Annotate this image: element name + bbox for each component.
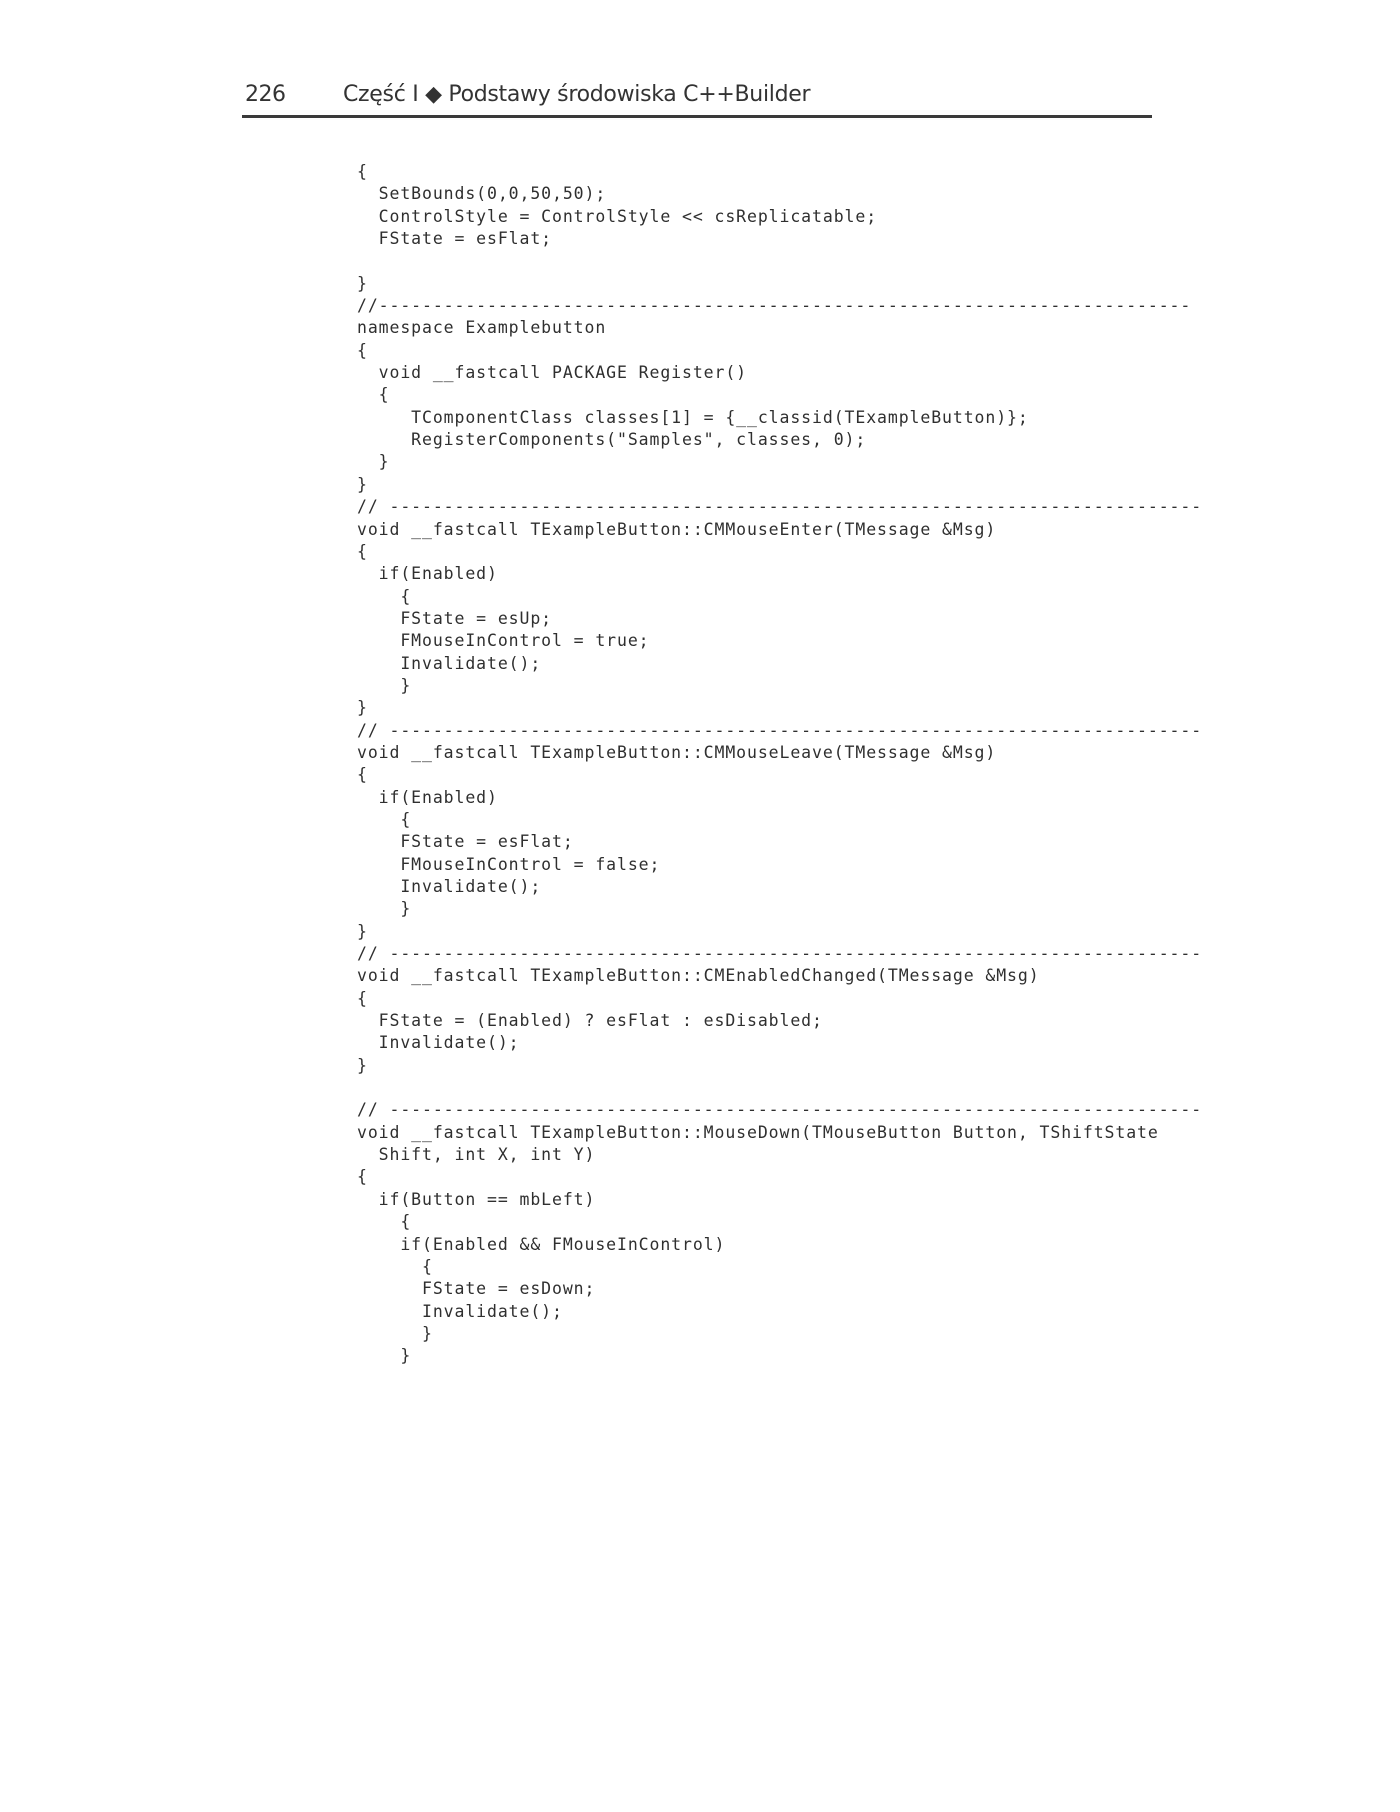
code-line: if(Enabled) <box>357 787 498 807</box>
page-number: 226 <box>245 82 286 107</box>
code-line: FState = esDown; <box>357 1279 596 1299</box>
code-line: Invalidate(); <box>357 653 542 673</box>
code-line: //--------------------------------------------------------------------------- <box>357 296 1192 316</box>
code-line: } <box>357 675 412 695</box>
running-head: Część I ◆ Podstawy środowiska C++Builder <box>343 82 811 107</box>
code-line: Invalidate(); <box>357 1301 563 1321</box>
code-line: { <box>357 988 368 1008</box>
code-line: void __fastcall TExampleButton::CMMouseEnter(TMessage &Msg) <box>357 519 997 539</box>
header-rule <box>242 115 1152 118</box>
code-line: // --------------------------------------------------------------------------- <box>357 944 1203 964</box>
code-line: TComponentClass classes[1] = {__classid(TExampleButton)}; <box>357 407 1029 427</box>
code-line: FState = esFlat; <box>357 229 553 249</box>
code-line: FMouseInControl = false; <box>357 854 661 874</box>
page-header <box>242 78 1152 118</box>
code-line: FState = esUp; <box>357 608 553 628</box>
code-line: { <box>357 809 412 829</box>
code-line: // --------------------------------------------------------------------------- <box>357 497 1203 517</box>
code-line: Invalidate(); <box>357 877 542 896</box>
code-line: FMouseInControl = true; <box>357 631 650 651</box>
code-line: // --------------------------------------------------------------------------- <box>357 1100 1203 1120</box>
code-line: } <box>357 1346 412 1366</box>
code-line <box>357 250 1157 272</box>
code-line: } <box>357 921 368 941</box>
code-line: } <box>357 1323 433 1343</box>
code-line: { <box>357 340 368 360</box>
code-line: FState = (Enabled) ? esFlat : esDisabled; <box>357 1011 823 1031</box>
code-line: FState = esFlat; <box>357 832 574 852</box>
code-line: void __fastcall PACKAGE Register() <box>357 363 748 383</box>
code-line: if(Enabled) <box>357 564 498 584</box>
code-line: void __fastcall TExampleButton::CMEnabledChanged(TMessage &Msg) <box>357 966 1040 986</box>
code-line: ControlStyle = ControlStyle << csReplicatable; <box>357 206 878 226</box>
code-line: } <box>357 1055 368 1075</box>
code-line: { <box>357 1212 412 1232</box>
code-line: void __fastcall TExampleButton::MouseDown(TMouseButton Button, TShiftState <box>357 1122 1159 1142</box>
code-line: } <box>357 698 368 718</box>
code-line: SetBounds(0,0,50,50); <box>357 184 607 204</box>
code-line: { <box>357 162 368 181</box>
code-line: Shift, int X, int Y) <box>357 1145 596 1165</box>
code-line: } <box>357 899 412 919</box>
code-line: { <box>357 385 390 405</box>
code-line: } <box>357 452 390 472</box>
code-line: Invalidate(); <box>357 1033 520 1053</box>
code-listing <box>357 161 1203 1368</box>
code-line: namespace Examplebutton <box>357 318 607 338</box>
code-line <box>357 1077 1157 1099</box>
code-line: { <box>357 586 412 606</box>
code-line: // --------------------------------------------------------------------------- <box>357 720 1203 740</box>
code-line: if(Button == mbLeft) <box>357 1189 596 1209</box>
code-line: } <box>357 474 368 494</box>
code-line: { <box>357 765 368 785</box>
code-line: { <box>357 1167 368 1187</box>
code-line: { <box>357 1256 433 1276</box>
code-line: } <box>357 273 368 293</box>
code-line: RegisterComponents("Samples", classes, 0); <box>357 430 867 450</box>
code-line: { <box>357 541 368 561</box>
code-line: void __fastcall TExampleButton::CMMouseLeave(TMessage &Msg) <box>357 742 997 762</box>
code-line: if(Enabled && FMouseInControl) <box>357 1234 726 1254</box>
